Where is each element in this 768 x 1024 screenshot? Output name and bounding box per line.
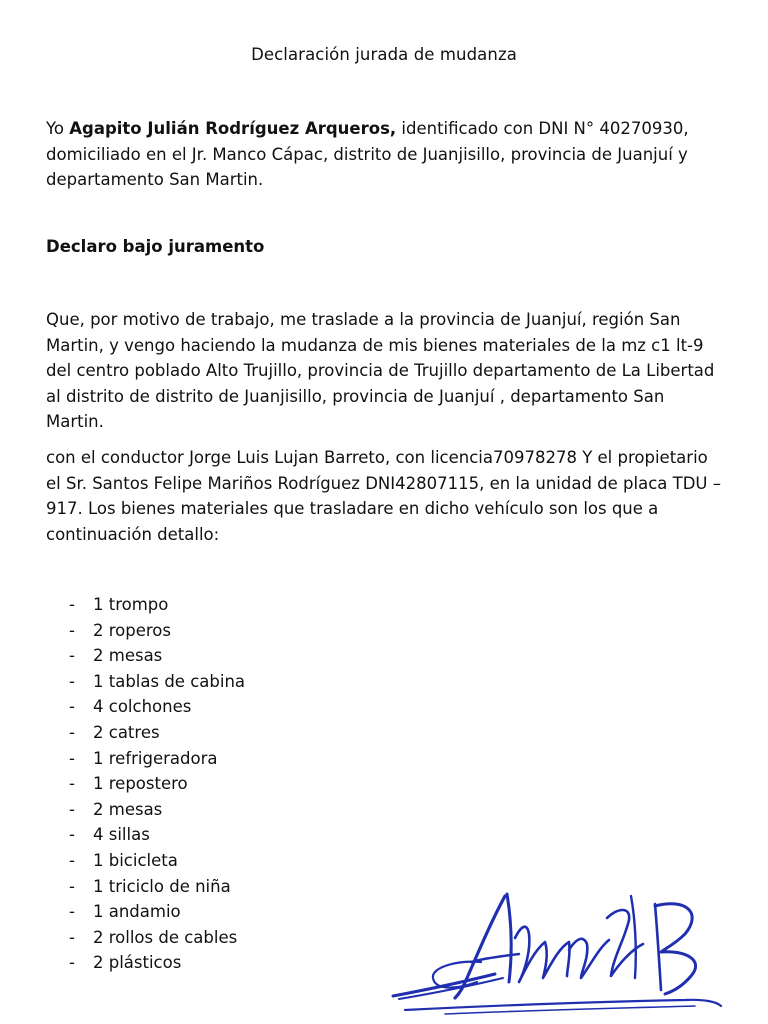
list-item	[46, 746, 245, 772]
list-marker: -	[69, 595, 75, 614]
list-item-text: 2 roperos	[93, 620, 171, 640]
list-item	[46, 822, 245, 848]
declaration-heading: Declaro bajo juramento	[46, 237, 265, 256]
list-marker: -	[69, 902, 75, 922]
list-item-text: 2 plásticos	[93, 953, 182, 973]
document-title: Declaración jurada de mudanza	[251, 45, 517, 64]
handwritten-signature	[385, 878, 725, 1018]
list-marker: -	[69, 927, 75, 947]
intro-rest: identificado con DNI N° 40270930, domiciliado en el Jr. Manco Cápac, distrito de Juanjisillo, provincia de Juanjuí y departamento San Martin.	[46, 119, 689, 189]
list-item	[46, 874, 245, 900]
list-item	[46, 899, 245, 925]
list-marker: -	[69, 697, 75, 717]
list-item	[46, 720, 245, 746]
list-item-text: 2 mesas	[93, 646, 163, 666]
list-item-text: 2 mesas	[93, 799, 163, 819]
list-marker: -	[69, 774, 75, 794]
intro-prefix: Yo	[46, 119, 70, 138]
list-item	[46, 592, 245, 618]
move-paragraph: Que, por motivo de trabajo, me traslade a la provincia de Juanjuí, región San Martin, y vengo haciendo la mudanza de mis bienes materiales de la mz c1 lt-9 del centro poblado Alto Trujillo, provincia de Trujillo departamento de La Libertad al distrito de distrito de Juanjisillo, provincia de Juanjuí , departamento San Martin.	[46, 310, 715, 431]
list-item-text: 2 rollos de cables	[93, 927, 238, 947]
list-marker: -	[69, 850, 75, 870]
list-item	[46, 618, 245, 644]
list-item-text: 1 repostero	[93, 774, 188, 794]
list-marker: -	[69, 799, 75, 819]
list-item	[46, 950, 245, 976]
list-item	[46, 694, 245, 720]
list-item	[46, 771, 245, 797]
list-marker: -	[69, 825, 75, 845]
list-item-text: 1 tablas de cabina	[93, 671, 246, 691]
list-item	[46, 797, 245, 823]
driver-paragraph: con el conductor Jorge Luis Lujan Barreto, con licencia70978278 Y el propietario el Sr. Santos Felipe Mariños Rodríguez DNI42807115, en la unidad de placa TDU – 917. Los bienes materiales que trasladare en dicho vehículo son los que a continuación detallo:	[46, 448, 722, 544]
declarant-name: Agapito Julián Rodríguez Arqueros,	[69, 119, 397, 138]
list-marker: -	[69, 620, 75, 640]
list-item	[46, 669, 245, 695]
list-item	[46, 848, 245, 874]
list-marker: -	[69, 748, 75, 768]
intro-paragraph	[46, 116, 726, 193]
list-marker: -	[69, 646, 75, 666]
list-marker: -	[69, 722, 75, 742]
list-item-text: 1 bicicleta	[93, 850, 178, 870]
list-item-text: 1 andamio	[93, 902, 181, 922]
list-item-text: 1 trompo	[93, 595, 169, 614]
goods-list	[46, 592, 245, 976]
list-item	[46, 925, 245, 951]
list-item-text: 2 catres	[93, 722, 160, 742]
list-item-text: 1 triciclo de niña	[93, 876, 231, 896]
list-marker: -	[69, 671, 75, 691]
list-item-text: 1 refrigeradora	[93, 748, 218, 768]
list-item	[46, 643, 245, 669]
list-item-text: 4 sillas	[93, 825, 150, 845]
list-item-text: 4 colchones	[93, 697, 192, 717]
list-marker: -	[69, 876, 75, 896]
list-marker: -	[69, 953, 75, 973]
